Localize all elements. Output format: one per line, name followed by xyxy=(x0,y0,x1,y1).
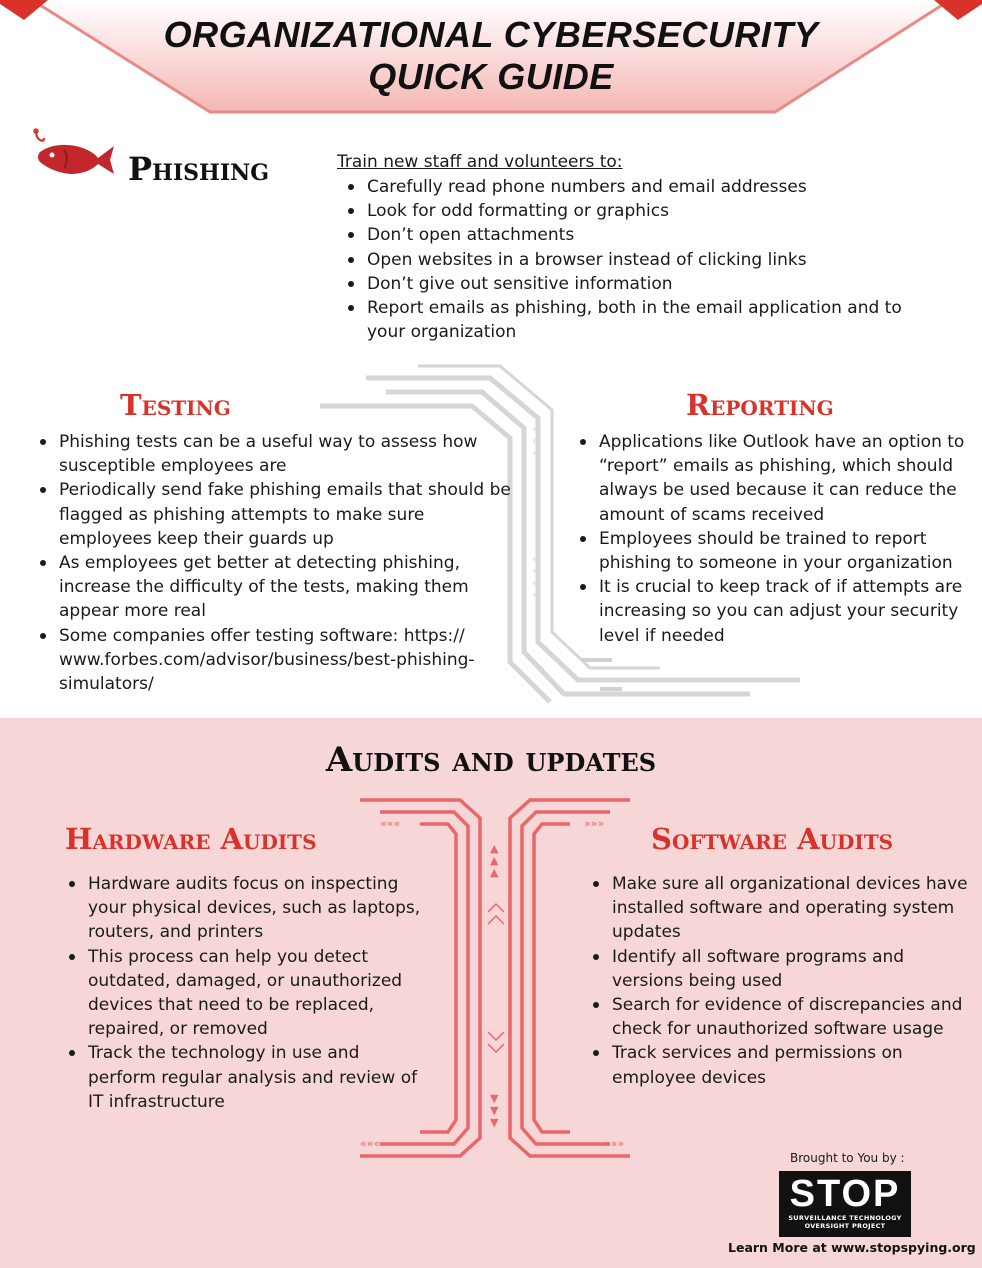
svg-text:«««: ««« xyxy=(380,817,401,830)
testing-heading: Testing xyxy=(120,388,231,422)
list-item: Don’t give out sensitive information xyxy=(345,272,945,296)
logo-subtitle-1: SURVEILLANCE TECHNOLOGY xyxy=(788,1214,902,1222)
hardware-audits-heading: Hardware Audits xyxy=(65,822,317,856)
logo-word: STOP xyxy=(789,1173,901,1215)
svg-text:«: « xyxy=(532,554,539,565)
fish-hook-icon xyxy=(30,128,116,180)
list-item: Report emails as phishing, both in the email application and to your organization xyxy=(345,296,945,344)
list-item: Open websites in a browser instead of clicking links xyxy=(345,248,945,272)
reporting-list xyxy=(577,430,967,648)
stop-logo[interactable] xyxy=(779,1171,911,1237)
list-item: Search for evidence of discrepancies and check for unauthorized software usage xyxy=(590,993,970,1041)
list-item: Look for odd formatting or graphics xyxy=(345,199,945,223)
list-item: Employees should be trained to report phishing to someone in your organization xyxy=(577,527,967,575)
svg-text:«: « xyxy=(532,578,539,589)
brought-by-label: Brought to You by : xyxy=(790,1151,905,1165)
svg-text:▼: ▼ xyxy=(490,1116,499,1129)
list-item: Carefully read phone numbers and email addresses xyxy=(345,175,945,199)
list-item: Periodically send fake phishing emails that should be flagged as phishing attempts to make sure employees keep their guards up xyxy=(37,478,517,551)
list-item: Hardware audits focus on inspecting your physical devices, such as laptops, routers, and printers xyxy=(66,872,426,945)
svg-text:▼: ▼ xyxy=(490,1092,499,1105)
hardware-audits-list xyxy=(66,872,426,1114)
list-item: Make sure all organizational devices have installed software and operating system updates xyxy=(590,872,970,945)
svg-text:▲: ▲ xyxy=(490,854,499,867)
title-line-2: QUICK GUIDE xyxy=(368,56,614,97)
reporting-heading: Reporting xyxy=(686,388,834,422)
svg-text:«««: ««« xyxy=(360,1137,381,1150)
learn-more-link[interactable]: Learn More at www.stopspying.org xyxy=(728,1240,976,1255)
svg-text:»: » xyxy=(532,436,539,447)
svg-text:▲: ▲ xyxy=(490,842,499,855)
svg-text:«: « xyxy=(532,590,539,601)
svg-text:«: « xyxy=(532,566,539,577)
svg-text:»»»: »»» xyxy=(604,1137,625,1150)
svg-text:»»»: »»» xyxy=(584,817,605,830)
list-item: Some companies offer testing software: https:// www.forbes.com/advisor/business/best-phishing-simulators/ xyxy=(37,624,517,697)
list-item: Don’t open attachments xyxy=(345,223,945,247)
phishing-list xyxy=(345,175,945,344)
page-title xyxy=(0,14,982,98)
audits-heading: Audits and updates xyxy=(325,740,657,780)
list-item: This process can help you detect outdated, damaged, or unauthorized devices that need to be replaced, repaired, or removed xyxy=(66,945,426,1042)
software-audits-list xyxy=(590,872,970,1090)
list-item: Applications like Outlook have an option to “report” emails as phishing, which should always be used because it can reduce the amount of scams received xyxy=(577,430,967,527)
title-line-1: ORGANIZATIONAL CYBERSECURITY xyxy=(163,14,819,55)
svg-text:»: » xyxy=(532,448,539,459)
svg-text:▲: ▲ xyxy=(490,866,499,879)
list-item: Track services and permissions on employee devices xyxy=(590,1041,970,1089)
phishing-heading: Phishing xyxy=(128,150,270,188)
list-item: As employees get better at detecting phishing, increase the difficulty of the tests, making them appear more real xyxy=(37,551,517,624)
phishing-intro: Train new staff and volunteers to: xyxy=(337,152,623,172)
list-item: Track the technology in use and perform regular analysis and review of IT infrastructure xyxy=(66,1041,426,1114)
list-item: Identify all software programs and versions being used xyxy=(590,945,970,993)
svg-text:▼: ▼ xyxy=(490,1104,499,1117)
list-item: It is crucial to keep track of if attempts are increasing so you can adjust your security level if needed xyxy=(577,575,967,648)
testing-list xyxy=(37,430,517,696)
software-audits-heading: Software Audits xyxy=(651,822,894,856)
list-item: Phishing tests can be a useful way to assess how susceptible employees are xyxy=(37,430,517,478)
svg-text:»: » xyxy=(532,424,539,435)
logo-subtitle-2: OVERSIGHT PROJECT xyxy=(804,1222,886,1230)
